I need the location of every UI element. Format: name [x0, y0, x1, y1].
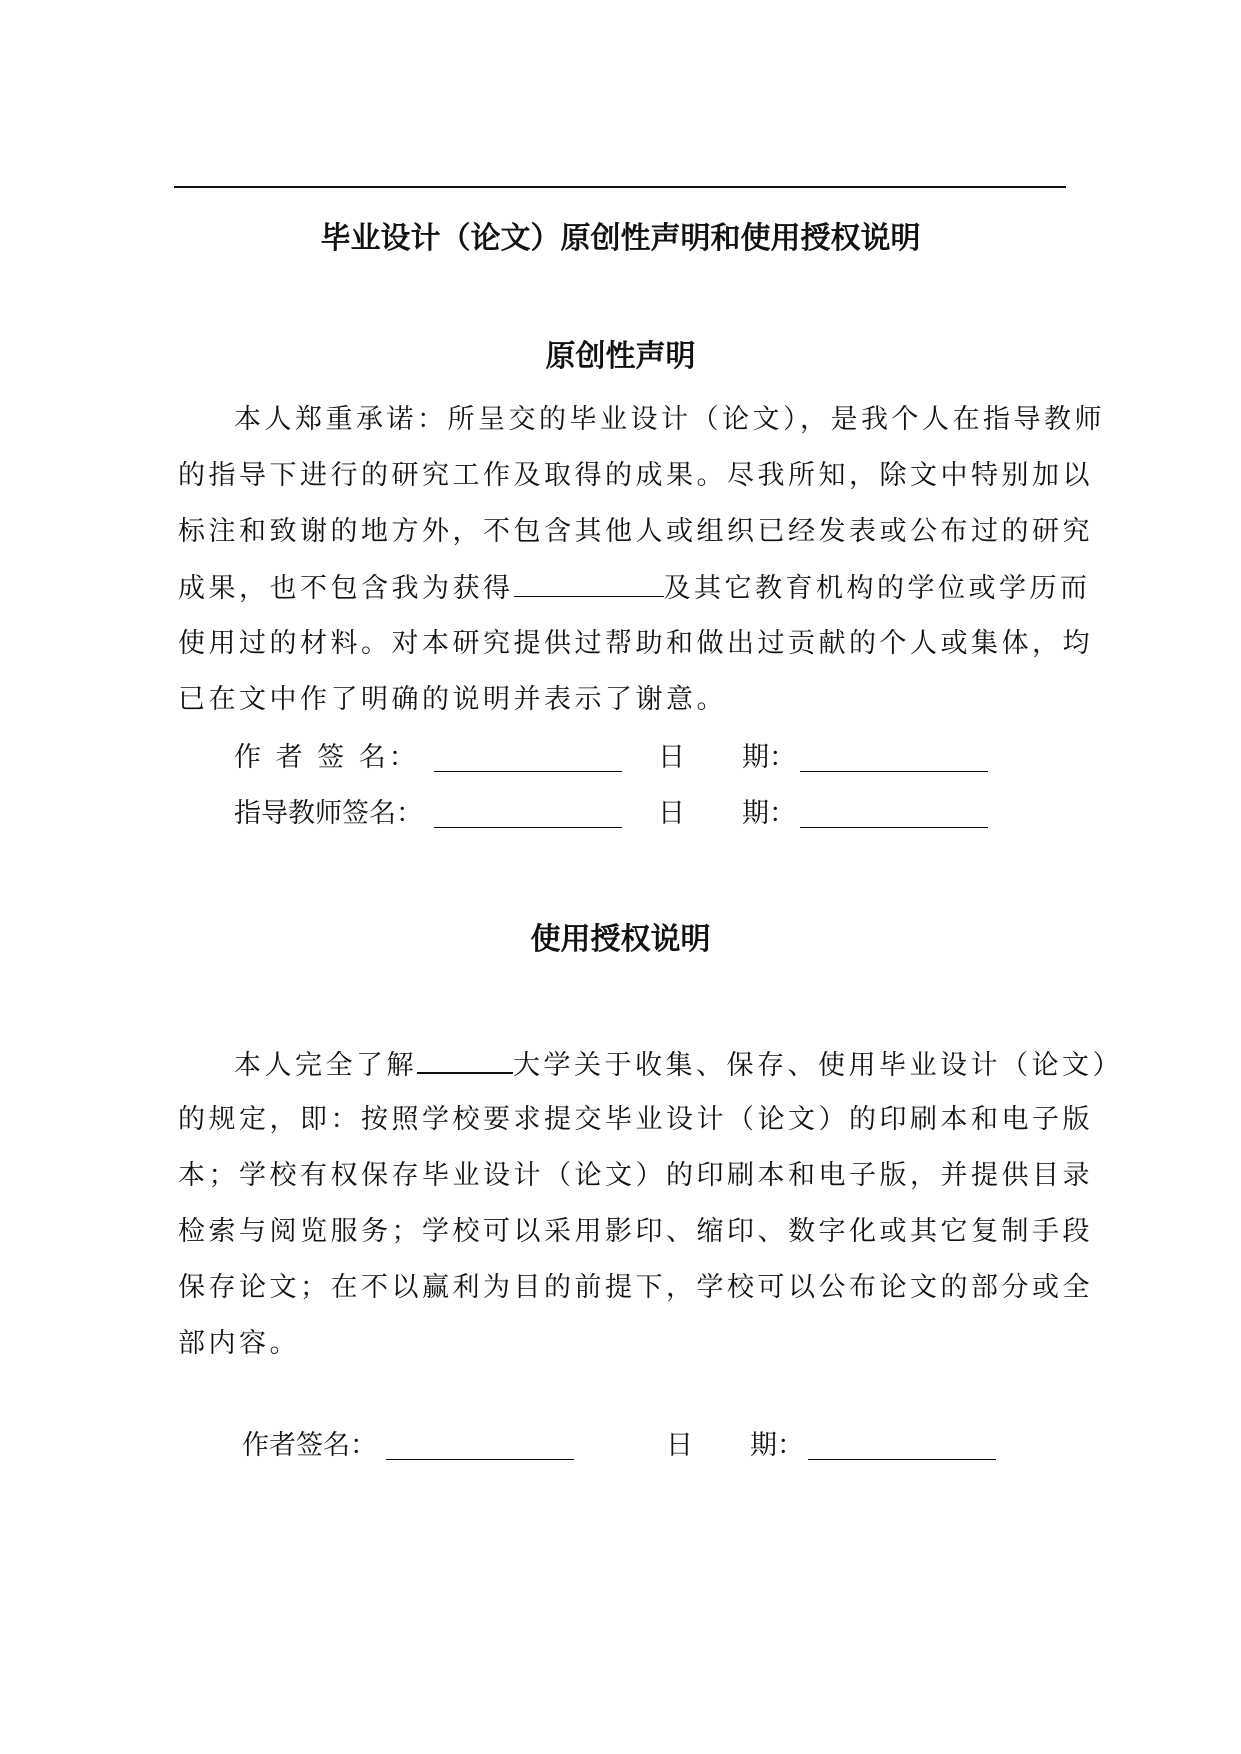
originality-line-3: 标注和致谢的地方外，不包含其他人或组织已经发表或公布过的研究 — [178, 516, 1093, 547]
authorization-signature-row — [242, 1426, 1042, 1466]
date-label-day: 日 — [658, 742, 685, 773]
author-sign-label: 作 者 签 名： — [234, 742, 419, 773]
date-label-day: 日 — [658, 798, 685, 829]
authorization-line-6: 部内容。 — [178, 1328, 300, 1359]
authorization-signature-line[interactable] — [386, 1459, 574, 1460]
authorization-heading: 使用授权说明 — [530, 922, 711, 957]
originality-line-4-before: 成果，也不包含我为获得 — [178, 573, 514, 604]
originality-line-2: 的指导下进行的研究工作及取得的成果。尽我所知，除文中特别加以 — [178, 460, 1093, 491]
authorization-line-1 — [234, 1044, 1123, 1084]
originality-line-5: 使用过的材料。对本研究提供过帮助和做出过贡献的个人或集体，均 — [178, 628, 1093, 659]
authorization-line-3: 本；学校有权保存毕业设计（论文）的印刷本和电子版，并提供目录 — [178, 1160, 1093, 1191]
date-label-period: 期： — [750, 1430, 804, 1461]
authorization-line-5: 保存论文；在不以赢利为目的前提下，学校可以公布论文的部分或全 — [178, 1272, 1093, 1303]
date-label-period: 期： — [742, 742, 796, 773]
authorization-line-1-before: 本人完全了解 — [234, 1050, 417, 1081]
originality-line-4 — [178, 568, 1091, 608]
advisor-signature-row — [234, 794, 1034, 834]
authorization-sign-label: 作者签名： — [242, 1430, 377, 1461]
university-blank[interactable] — [417, 1044, 513, 1074]
author-date-line[interactable] — [800, 771, 988, 772]
authorization-line-1-after: 大学关于收集、保存、使用毕业设计（论文） — [513, 1050, 1123, 1081]
authorization-line-2: 的规定，即：按照学校要求提交毕业设计（论文）的印刷本和电子版 — [178, 1104, 1093, 1135]
header-rule — [174, 186, 1066, 188]
originality-line-6: 已在文中作了明确的说明并表示了谢意。 — [178, 684, 727, 715]
author-signature-row — [234, 738, 1034, 778]
institution-blank[interactable] — [514, 568, 664, 597]
originality-line-4-after: 及其它教育机构的学位或学历而 — [663, 573, 1091, 604]
page-title: 毕业设计（论文）原创性声明和使用授权说明 — [320, 221, 921, 256]
authorization-line-4: 检索与阅览服务；学校可以采用影印、缩印、数字化或其它复制手段 — [178, 1216, 1093, 1247]
author-signature-line[interactable] — [434, 771, 622, 772]
originality-line-1: 本人郑重承诺：所呈交的毕业设计（论文），是我个人在指导教师 — [234, 404, 1105, 435]
originality-heading: 原创性声明 — [545, 339, 696, 374]
advisor-date-line[interactable] — [800, 827, 988, 828]
advisor-sign-label: 指导教师签名： — [234, 798, 423, 829]
authorization-date-line[interactable] — [808, 1459, 996, 1460]
advisor-signature-line[interactable] — [434, 827, 622, 828]
date-label-period: 期： — [742, 798, 796, 829]
date-label-day: 日 — [666, 1430, 693, 1461]
